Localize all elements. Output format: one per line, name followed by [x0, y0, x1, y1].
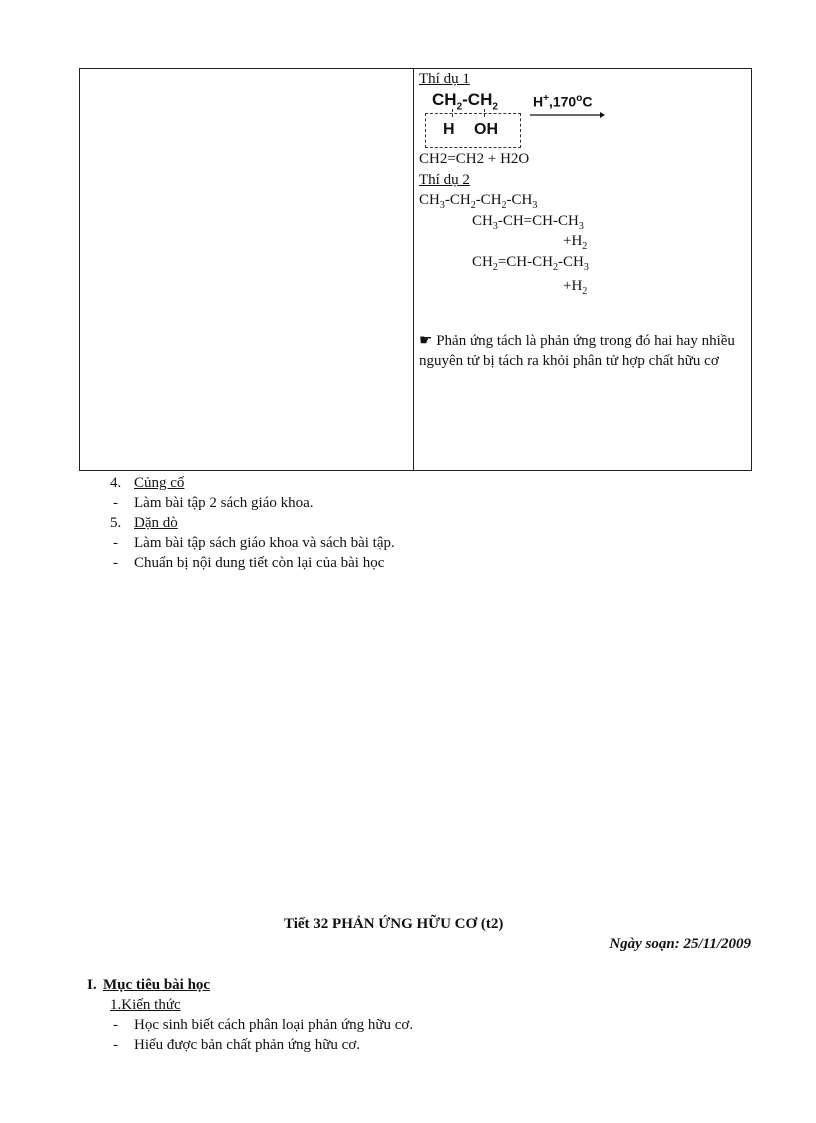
example2-product-2: $CH_2=CH-CH_2-CH_3$	[472, 254, 589, 273]
section5-number: 5.	[110, 515, 122, 531]
example1-reactant-top: $CH_2-CH_2$	[432, 90, 498, 113]
bullet: -	[113, 555, 118, 571]
bullet: -	[113, 535, 118, 551]
definition-text: ☛ Phản ứng tách là phản ứng trong đó hai hay nhiều nguyên tử bị tách ra khỏi phân tử hợp chất hữu cơ	[419, 333, 735, 369]
bullet: -	[113, 1037, 118, 1053]
objective-item: Hiểu được bản chất phản ứng hữu cơ.	[134, 1037, 361, 1053]
objectives-number: I.	[87, 977, 97, 993]
elimination-dashed-box	[425, 113, 521, 148]
section4-number: 4.	[110, 475, 122, 491]
section5-item: Làm bài tập sách giáo khoa và sách bài tập.	[134, 535, 395, 551]
hydroxyl-group: OH	[474, 121, 498, 138]
section5-item: Chuẩn bị nội dung tiết còn lại của bài học	[134, 555, 385, 571]
reaction-arrow-icon	[530, 110, 605, 120]
objectives-title: Mục tiêu bài học	[103, 977, 211, 993]
example2-hydrogen-2: $+H_2$	[563, 278, 588, 297]
example2-hydrogen-1: $+H_2$	[563, 233, 588, 252]
example1-product: CH2=CH2 + H2O	[419, 151, 530, 167]
objective-item: Học sinh biết cách phân loại phản ứng hữu cơ.	[134, 1017, 414, 1033]
section4-title: Củng cố	[134, 475, 185, 491]
bullet: -	[113, 1017, 118, 1033]
knowledge-subtitle: 1.Kiến thức	[110, 997, 181, 1013]
reaction-condition: H+,170$^o$C	[533, 93, 593, 110]
example2-reactant: $CH_3-CH_2-CH_2-CH_3$	[419, 192, 538, 211]
content-table	[79, 68, 752, 471]
lesson-date: Ngày soạn: 25/11/2009	[609, 936, 751, 952]
example1-label: Thí dụ 1	[419, 71, 470, 87]
section5-title: Dặn dò	[134, 515, 178, 531]
table-column-divider	[413, 69, 414, 470]
example2-label: Thí dụ 2	[419, 172, 470, 188]
example2-product-1: $CH_3-CH=CH-CH_3$	[472, 213, 584, 232]
pointing-hand-icon: ☛	[419, 333, 433, 349]
lesson-title: Tiết 32 PHẢN ỨNG HỮU CƠ (t2)	[284, 916, 504, 932]
section4-item: Làm bài tập 2 sách giáo khoa.	[134, 495, 314, 511]
hydrogen-atom: H	[443, 121, 455, 138]
bullet: -	[113, 495, 118, 511]
